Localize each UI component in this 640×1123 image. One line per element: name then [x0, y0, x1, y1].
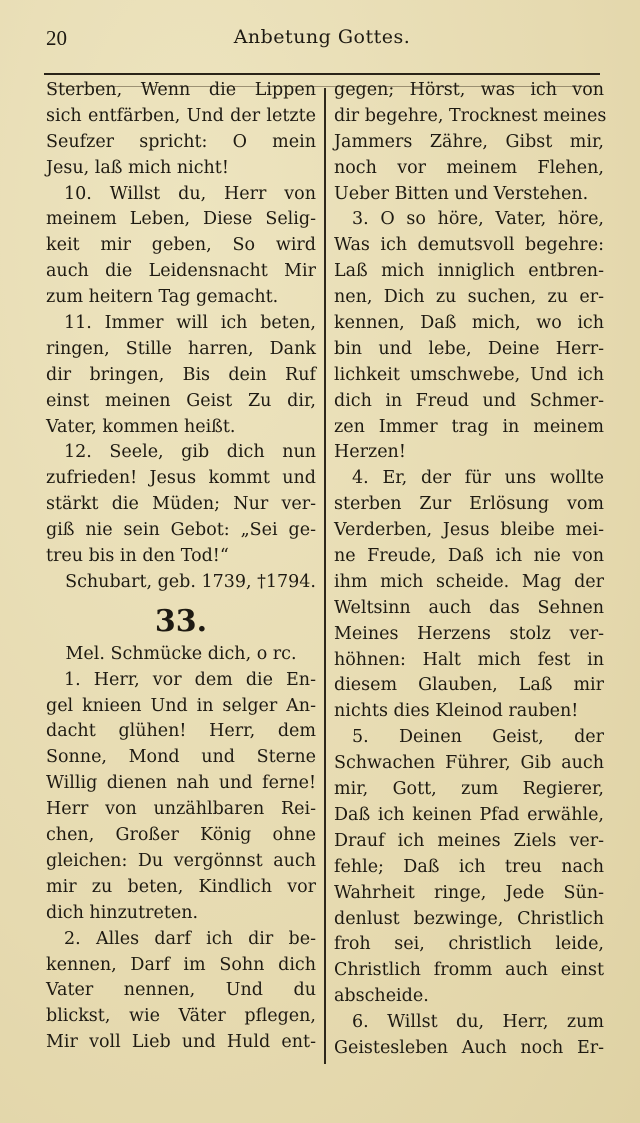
text-line: Jammers Zähre, Gibst mir,	[334, 131, 604, 152]
text-line: mir zu beten, Kindlich vor	[46, 876, 316, 897]
text-line: Drauf ich meines Ziels ver-	[334, 830, 604, 851]
left-verses-continued	[46, 78, 316, 570]
text-line: mir, Gott, zum Regierer,	[334, 779, 604, 800]
text-line: Schwachen Führer, Gib auch	[334, 753, 604, 774]
text-line: froh sei, christlich leide,	[334, 934, 604, 955]
text-line: noch vor meinem Flehen,	[334, 157, 604, 178]
text-line: chen, Großer König ohne	[46, 825, 316, 846]
page-header	[44, 22, 600, 50]
text-line: 4. Er, der für uns wollte	[352, 468, 604, 489]
text-line: 1. Herr, vor dem die En-	[64, 669, 316, 690]
text-line: 6. Willst du, Herr, zum	[352, 1012, 604, 1033]
text-line: lichkeit umschwebe, Und ich	[334, 364, 604, 385]
hymn-33-verses	[46, 668, 316, 1056]
column-divider	[324, 88, 326, 1064]
left-column	[46, 78, 316, 1056]
text-line: bin und lebe, Deine Herr-	[334, 338, 604, 359]
text-line: Weltsinn auch das Sehnen	[334, 597, 604, 618]
text-line: dich in Freud und Schmer-	[334, 390, 604, 411]
text-line: zufrieden! Jesus kommt und	[46, 468, 316, 489]
text-line: dacht glühen! Herr, dem	[46, 721, 316, 742]
text-line: zen Immer trag in meinem	[334, 416, 604, 437]
text-line: keit mir geben, So wird	[46, 235, 316, 256]
text-line: Verderben, Jesus bleibe mei-	[334, 520, 604, 541]
text-line: Was ich demutsvoll begehre:	[334, 235, 604, 256]
page-number: 20	[46, 26, 67, 50]
text-line: nichts dies Kleinod rauben!	[334, 701, 579, 722]
text-line: kennen, Darf im Sohn dich	[46, 954, 316, 975]
header-rule	[44, 73, 600, 75]
text-line: 12. Seele, gib dich nun	[64, 442, 316, 463]
text-line: Sterben, Wenn die Lippen	[46, 80, 316, 100]
text-line: Vater, kommen heißt.	[46, 416, 236, 437]
text-line: denlust bezwinge, Christlich	[334, 908, 604, 929]
text-line: einst meinen Geist Zu dir,	[46, 390, 316, 411]
text-line: giß nie sein Gebot: „Sei ge-	[46, 520, 316, 541]
author-attribution: Schubart, geb. 1739, †1794.	[65, 571, 316, 592]
text-line: ringen, Stille harren, Dank	[46, 338, 316, 359]
text-line: sich entfärben, Und der letzte	[46, 105, 316, 126]
text-line: Daß ich keinen Pfad erwähle,	[334, 804, 604, 825]
text-line: abscheide.	[334, 986, 429, 1007]
text-line: dich hinzutreten.	[46, 902, 199, 923]
text-line: ihm mich scheide. Mag der	[334, 571, 604, 592]
text-line: Vater nennen, Und du	[46, 980, 316, 1001]
text-line: gel knieen Und in selger An-	[46, 695, 316, 716]
text-line: 10. Willst du, Herr von	[64, 183, 316, 204]
text-line: Herr von unzählbaren Rei-	[46, 799, 316, 820]
text-line: 11. Immer will ich beten,	[64, 313, 316, 334]
text-line: gleichen: Du vergönnst auch	[46, 850, 316, 871]
text-line: Geistesleben Auch noch Er-	[334, 1037, 604, 1058]
text-line: Herzen!	[334, 442, 406, 463]
text-line: Jesu, laß mich nicht!	[46, 157, 229, 178]
right-column	[334, 78, 607, 1062]
text-line: gegen; Hörst, was ich von	[334, 80, 604, 100]
text-line: sterben Zur Erlösung vom	[334, 494, 604, 515]
text-line: Wahrheit ringe, Jede Sün-	[334, 882, 604, 903]
text-line: diesem Glauben, Laß mir	[334, 675, 604, 696]
text-line: Seufzer spricht: O mein	[46, 131, 316, 152]
text-line: kennen, Daß mich, wo ich	[334, 313, 604, 334]
text-line: höhnen: Halt mich fest in	[334, 649, 604, 670]
text-line: Willig dienen nah und ferne!	[46, 773, 316, 794]
text-line: 5. Deinen Geist, der	[352, 727, 604, 748]
text-line: zum heitern Tag gemacht.	[46, 287, 279, 308]
melody-indication: Mel. Schmücke dich, o rc.	[65, 643, 297, 664]
text-line: Ueber Bitten und Verstehen.	[334, 183, 589, 204]
text-line: Christlich fromm auch einst	[334, 960, 604, 981]
text-line: nen, Dich zu suchen, zu er-	[334, 287, 604, 308]
text-line: fehle; Daß ich treu nach	[334, 856, 604, 877]
running-title: Anbetung Gottes.	[233, 26, 411, 48]
text-line: stärkt die Müden; Nur ver-	[46, 494, 316, 515]
text-line: 3. O so höre, Vater, höre,	[352, 209, 604, 230]
text-line: treu bis in den Tod!“	[46, 546, 229, 567]
text-line: dir begehre, Trocknest meines	[334, 105, 607, 126]
hymn-number: 33.	[154, 603, 208, 639]
text-line: blickst, wie Väter pflegen,	[46, 1006, 316, 1027]
text-line: auch die Leidensnacht Mir	[46, 261, 316, 282]
text-line: Mir voll Lieb und Huld ent-	[46, 1032, 316, 1053]
text-line: dir bringen, Bis dein Ruf	[46, 364, 316, 385]
text-line: Meines Herzens stolz ver-	[334, 623, 604, 644]
text-line: 2. Alles darf ich dir be-	[64, 928, 316, 949]
hymn-33-verses-continued	[334, 78, 607, 1062]
text-line: Laß mich inniglich entbren-	[334, 261, 604, 282]
text-line: ne Freude, Daß ich nie von	[334, 546, 604, 567]
text-line: Sonne, Mond und Sterne	[46, 747, 316, 768]
text-line: meinem Leben, Diese Selig-	[46, 209, 316, 230]
